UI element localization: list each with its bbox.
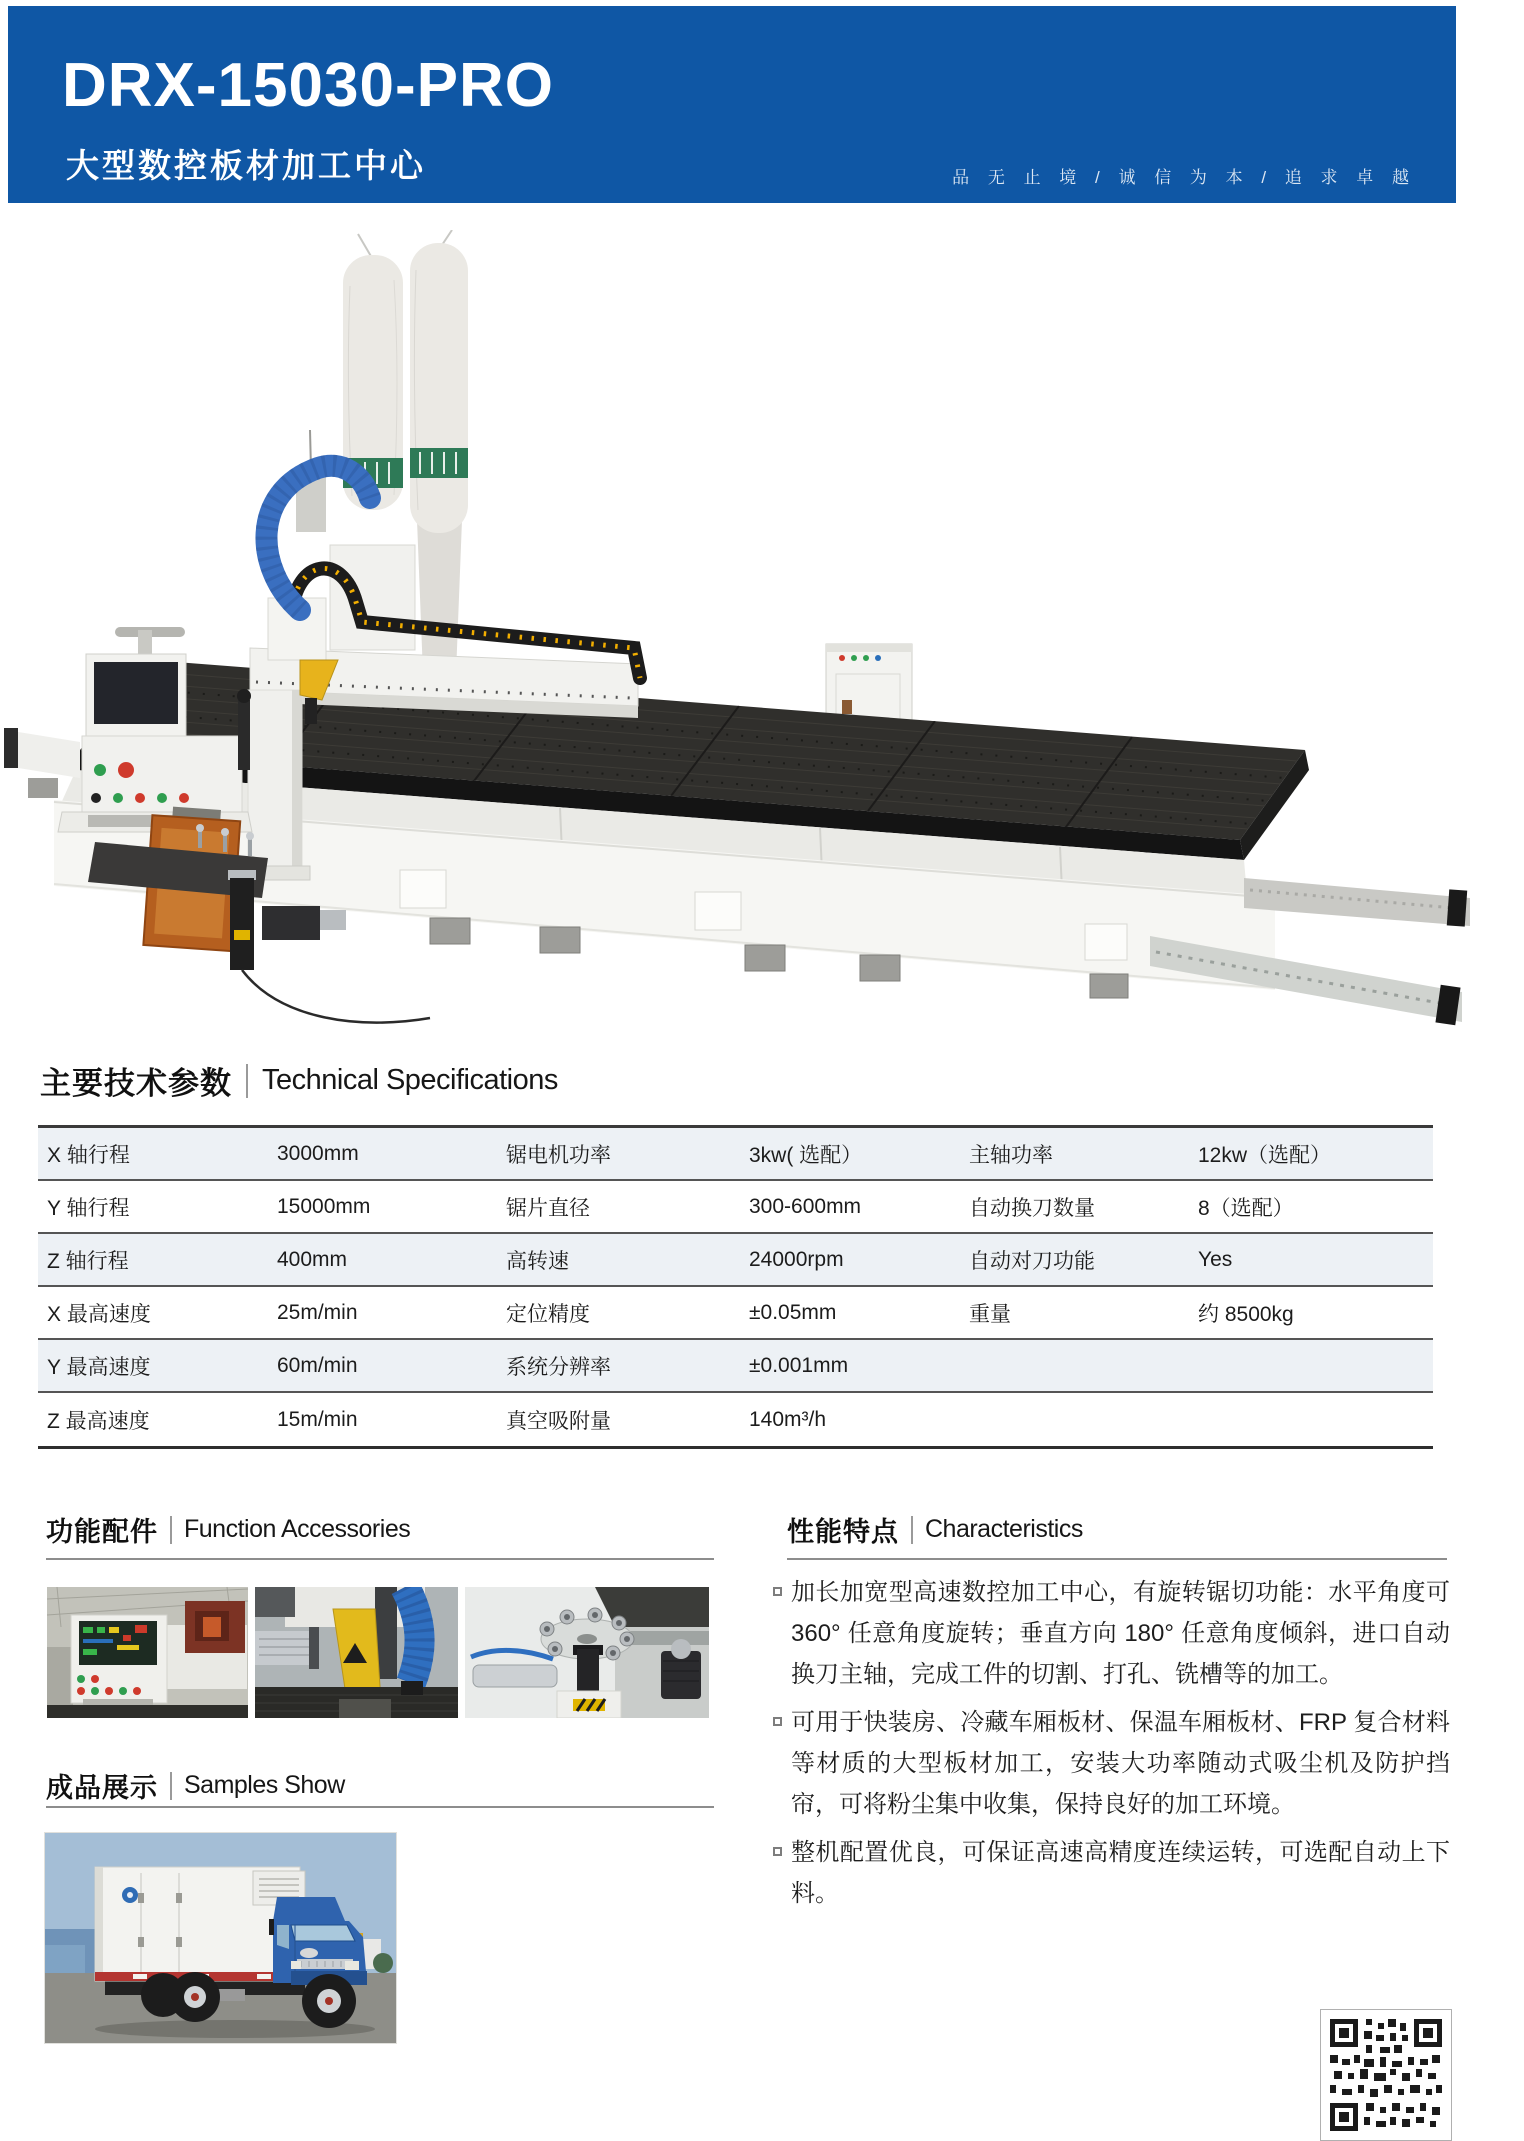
spec-label: 定位精度 — [506, 1302, 590, 1326]
spec-value: 约 8500kg — [1198, 1302, 1294, 1326]
table-row — [38, 1181, 1433, 1234]
spec-table — [38, 1125, 1433, 1449]
characteristics-section-heading — [787, 1510, 1083, 1549]
characteristic-text: 可用于快装房、冷藏车厢板材、保温车厢板材、FRP 复合材料等材质的大型板材加工，安装大功率随动式吸尘机及防护挡帘，可将粉尘集中收集，保持良好的加工环境。 — [791, 1709, 1450, 1818]
heading-divider — [911, 1516, 913, 1544]
accessories-section-heading — [46, 1510, 410, 1549]
accessory-photos — [47, 1587, 709, 1718]
spec-value: 140m³/h — [749, 1407, 827, 1431]
machine-photo — [0, 230, 1524, 1040]
table-row — [38, 1287, 1433, 1340]
table-row — [38, 1340, 1433, 1393]
section-rule — [787, 1558, 1447, 1560]
samples-title-en: Samples Show — [184, 1771, 345, 1799]
heading-divider — [170, 1772, 172, 1800]
table-row — [38, 1234, 1433, 1287]
accessory-photo-spindle-hose — [255, 1587, 458, 1718]
characteristics-title-zh: 性能特点 — [787, 1517, 899, 1547]
spec-label: 自动对刀功能 — [969, 1249, 1095, 1273]
spec-value: Yes — [1198, 1247, 1233, 1271]
product-model-title: DRX-15030-PRO — [62, 51, 554, 120]
product-subtitle: 大型数控板材加工中心 — [66, 147, 426, 184]
spec-label: 重量 — [969, 1302, 1011, 1326]
spec-value: 3kw( 选配） — [749, 1143, 863, 1167]
spec-label: X 最高速度 — [47, 1302, 151, 1326]
spec-label: 高转速 — [506, 1249, 569, 1273]
spec-label: 主轴功率 — [969, 1143, 1053, 1167]
sample-truck-photo — [44, 1832, 397, 2044]
spec-value: 15m/min — [277, 1407, 358, 1431]
spec-value: 24000rpm — [749, 1247, 844, 1271]
heading-divider — [246, 1064, 248, 1098]
spec-label: 自动换刀数量 — [969, 1196, 1095, 1220]
characteristics-title-en: Characteristics — [925, 1515, 1083, 1543]
list-item — [770, 1702, 1450, 1825]
accessory-photo-tool-changer — [465, 1587, 709, 1718]
gantry-riser — [330, 545, 415, 650]
characteristic-text: 加长加宽型高速数控加工中心，有旋转锯切功能：水平角度可 360° 任意角度旋转；垂直方向 180° 任意角度倾斜，进口自动换刀主轴，完成工件的切割、打孔、铣槽等的加工。 — [791, 1579, 1450, 1688]
accessories-title-en: Function Accessories — [184, 1515, 411, 1543]
heading-divider — [170, 1516, 172, 1544]
spec-value: 60m/min — [277, 1353, 358, 1377]
spec-label: 真空吸附量 — [506, 1409, 611, 1433]
specs-section-heading — [40, 1058, 558, 1103]
spec-label: 锯片直径 — [506, 1196, 590, 1220]
spec-label: Y 最高速度 — [47, 1355, 151, 1379]
square-bullet-icon — [773, 1717, 782, 1726]
spec-value: 12kw（选配） — [1198, 1143, 1332, 1167]
list-item — [770, 1832, 1450, 1914]
spec-label: 系统分辨率 — [506, 1355, 611, 1379]
accessories-title-zh: 功能配件 — [46, 1517, 158, 1547]
section-rule — [46, 1806, 714, 1808]
spec-value: 25m/min — [277, 1300, 358, 1324]
header-banner — [8, 6, 1456, 203]
square-bullet-icon — [773, 1587, 782, 1596]
spec-label: Z 轴行程 — [47, 1249, 129, 1273]
spec-label: X 轴行程 — [47, 1143, 130, 1167]
accessory-photo-control-panel — [47, 1587, 248, 1718]
spec-label: Z 最高速度 — [47, 1409, 150, 1433]
spec-value: 300-600mm — [749, 1194, 862, 1218]
qr-code-icon — [1320, 2009, 1452, 2141]
spec-value: 15000mm — [277, 1194, 371, 1218]
characteristic-text: 整机配置优良，可保证高速高精度连续运转，可选配自动上下料。 — [791, 1839, 1450, 1907]
table-row — [38, 1128, 1433, 1181]
spec-value: 400mm — [277, 1247, 348, 1271]
spec-label: Y 轴行程 — [47, 1196, 130, 1220]
characteristics-list — [770, 1572, 1450, 1921]
section-rule — [46, 1558, 714, 1560]
square-bullet-icon — [773, 1847, 782, 1856]
samples-title-zh: 成品展示 — [46, 1773, 158, 1803]
specs-title-zh: 主要技术参数 — [40, 1066, 232, 1101]
spec-value: ±0.001mm — [749, 1353, 849, 1377]
brand-slogan: 品 无 止 境 / 诚 信 为 本 / 追 求 卓 越 — [952, 168, 1416, 187]
specs-title-en: Technical Specifications — [262, 1064, 558, 1096]
spec-value: 8（选配） — [1198, 1196, 1294, 1220]
samples-section-heading — [46, 1766, 345, 1805]
spec-value: 3000mm — [277, 1141, 359, 1165]
spec-label: 锯电机功率 — [506, 1143, 611, 1167]
table-row — [38, 1393, 1433, 1446]
spec-value: ±0.05mm — [749, 1300, 837, 1324]
list-item — [770, 1572, 1450, 1695]
